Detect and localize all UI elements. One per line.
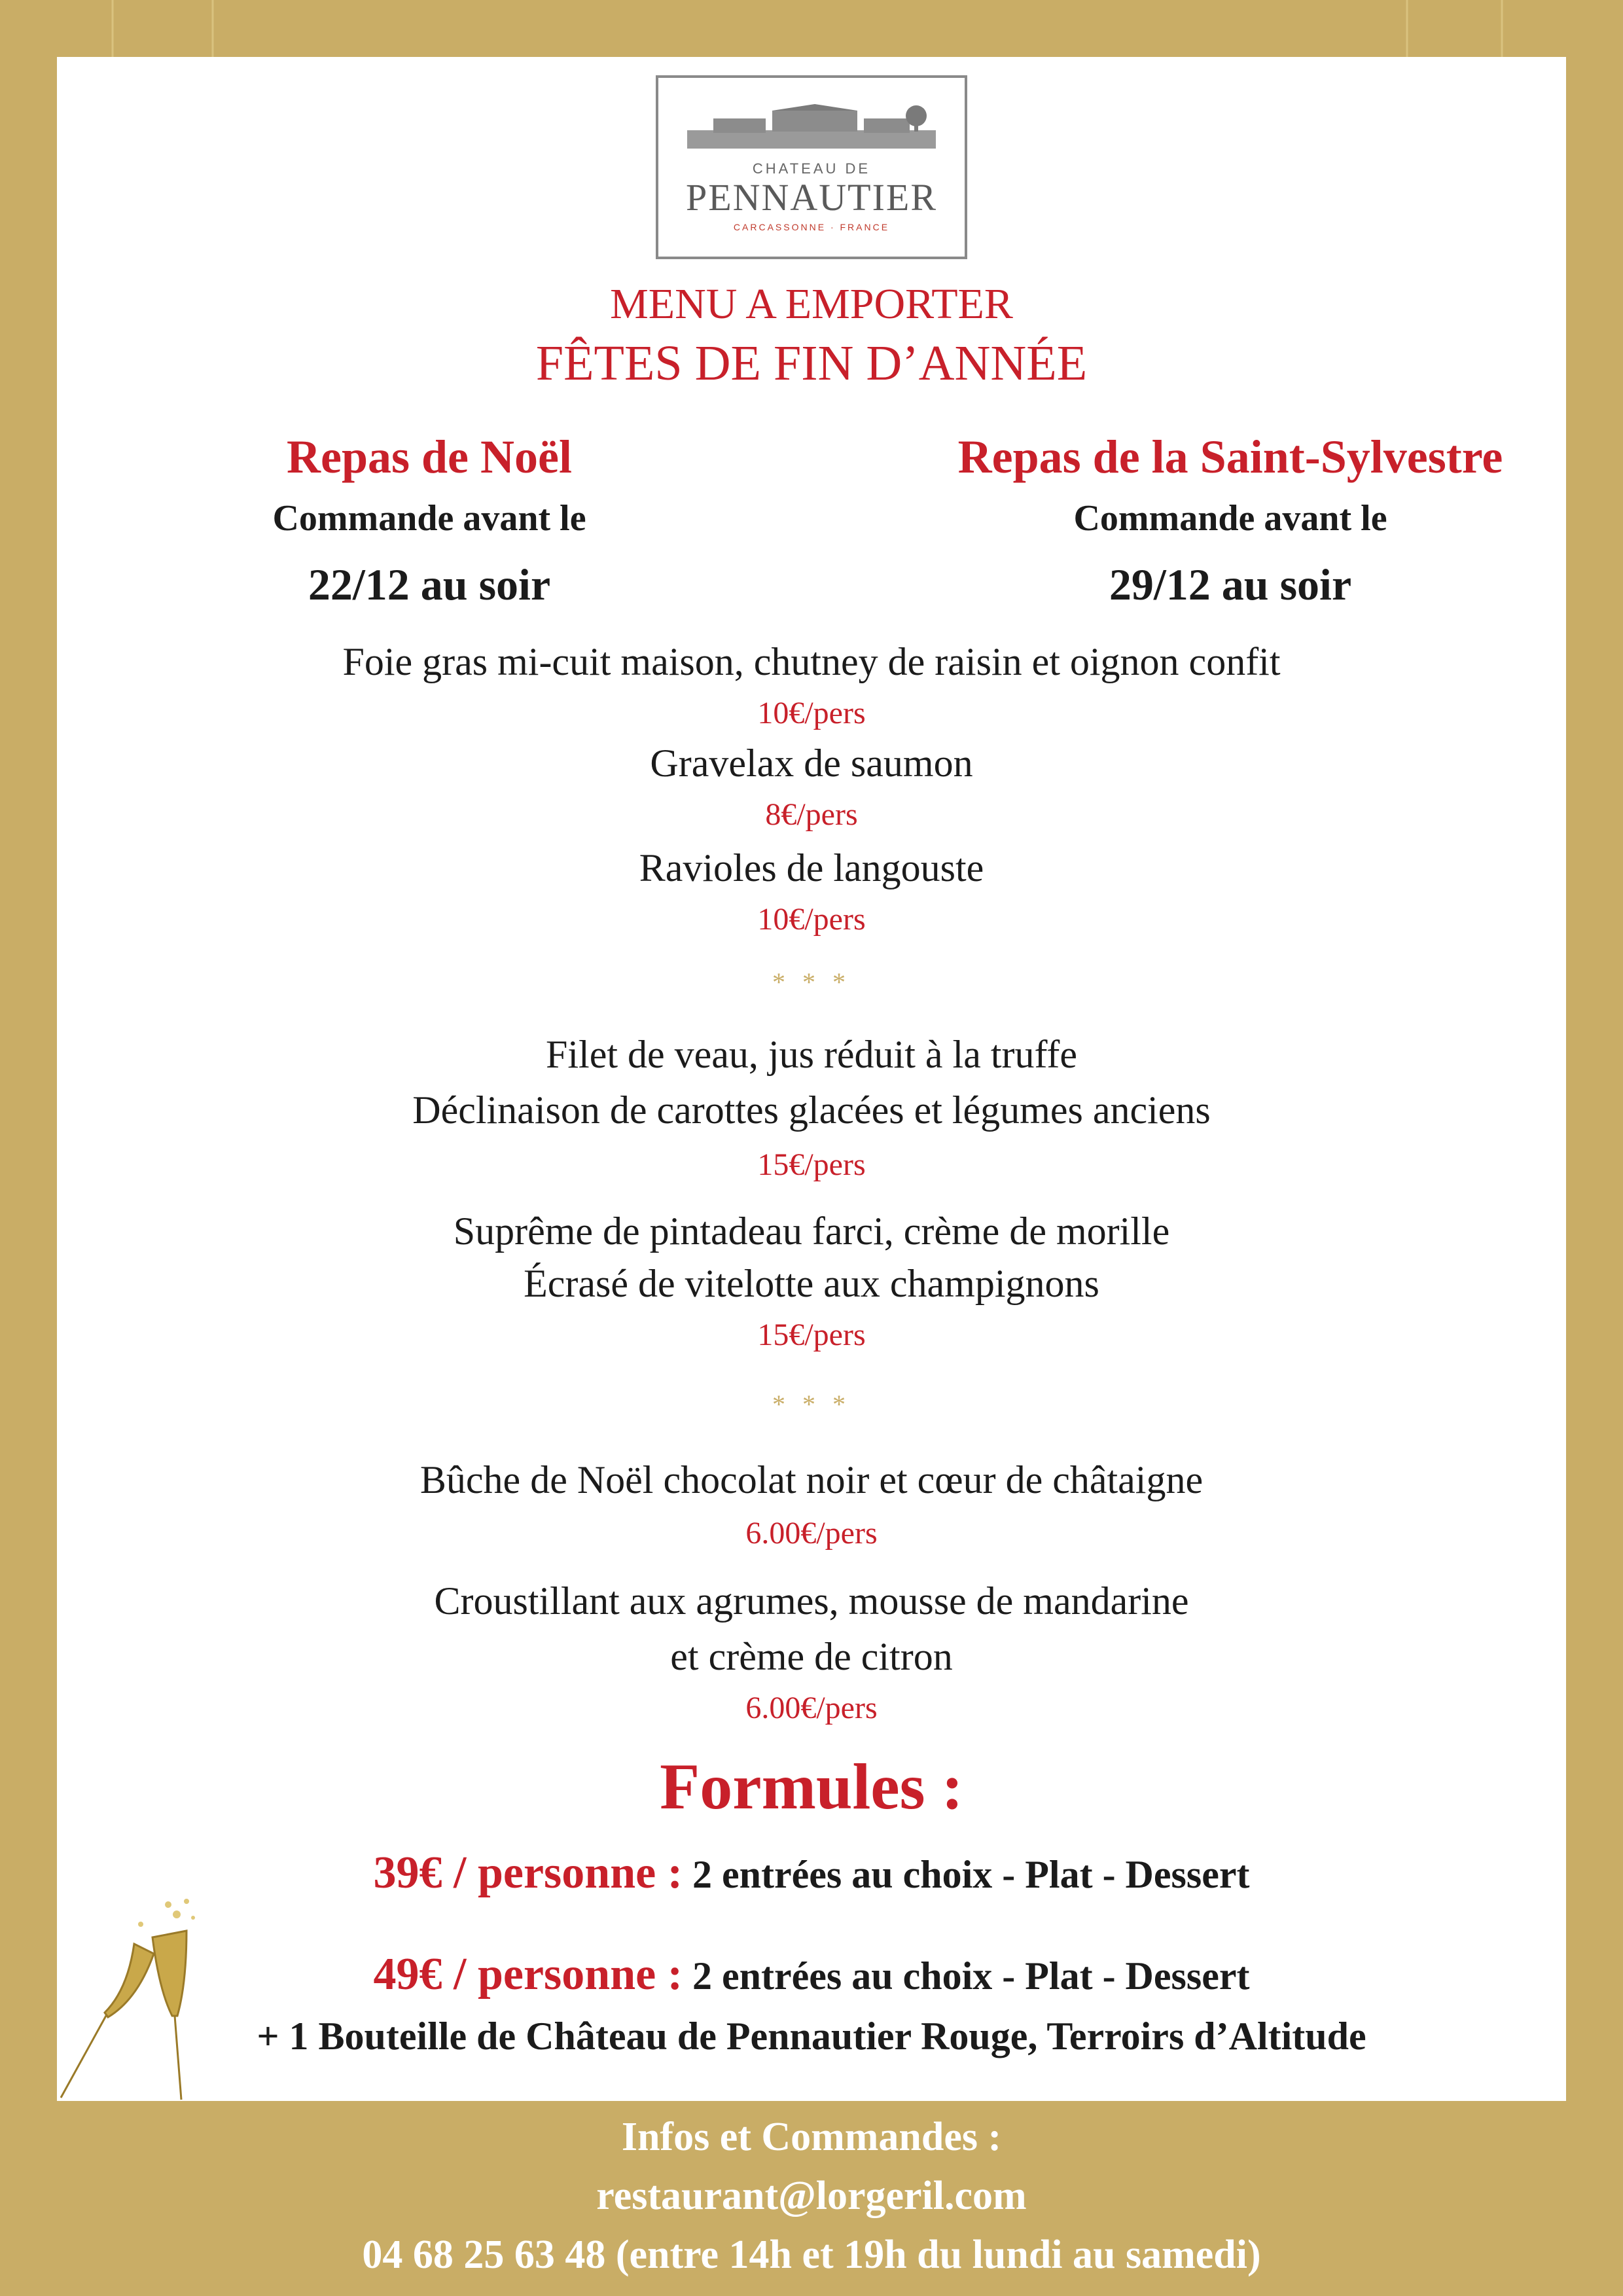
meal-noel-order: Commande avant le	[272, 498, 586, 539]
main-1-price: 15€/pers	[757, 1147, 866, 1182]
title-fetes: FÊTES DE FIN D’ANNÉE	[535, 336, 1088, 391]
starter-2-price: 8€/pers	[765, 797, 858, 832]
starter-2-line1: Gravelax de saumon	[650, 742, 973, 785]
meal-sylvestre-order: Commande avant le	[1073, 498, 1387, 539]
dessert-2-price: 6.00€/pers	[745, 1691, 878, 1725]
formule-49-desc: 2 entrées au choix - Plat - Dessert	[692, 1954, 1250, 1998]
footer-email[interactable]: restaurant@lorgeril.com	[596, 2174, 1027, 2218]
dessert-2-line2: et crème de citron	[670, 1635, 953, 1678]
separator: * * *	[772, 967, 851, 997]
footer-title: Infos et Commandes :	[621, 2115, 1002, 2159]
starter-1-line1: Foie gras mi-cuit maison, chutney de raisin et oignon confit	[342, 640, 1281, 683]
separator: * * *	[772, 1390, 851, 1419]
meal-noel	[86, 430, 773, 611]
dessert-2-line1: Croustillant aux agrumes, mousse de mandarine	[434, 1579, 1189, 1623]
formule-49	[57, 1948, 1566, 2001]
main-2-line1: Suprême de pintadeau farci, crème de morille	[453, 1210, 1170, 1253]
main-2-line2: Écrasé de vitelotte aux champignons	[524, 1262, 1099, 1305]
logo-line2: PENNAUTIER	[685, 176, 938, 219]
footer-phone[interactable]: 04 68 25 63 48 (entre 14h et 19h du lundi au samedi)	[362, 2233, 1261, 2277]
meal-sylvestre-date: 29/12 au soir	[1109, 560, 1352, 609]
starter-3-line1: Ravioles de langouste	[639, 846, 984, 889]
chateau-icon	[687, 104, 936, 150]
logo-line1: CHATEAU DE	[752, 160, 871, 177]
dessert-1-price: 6.00€/pers	[745, 1516, 878, 1551]
main-1-line1: Filet de veau, jus réduit à la truffe	[546, 1033, 1077, 1076]
meal-sylvestre-name: Repas de la Saint-Sylvestre	[957, 431, 1503, 483]
menu-card	[57, 57, 1566, 2101]
meal-noel-name: Repas de Noël	[287, 431, 572, 483]
formule-39-desc: 2 entrées au choix - Plat - Dessert	[692, 1853, 1250, 1896]
formules-title: Formules :	[660, 1750, 963, 1823]
formule-39	[57, 1847, 1566, 1899]
dessert-1-line1: Bûche de Noël chocolat noir et cœur de châtaigne	[419, 1458, 1204, 1501]
formule-39-price: 39€ / personne :	[373, 1848, 683, 1898]
champagne-glasses-icon	[56, 1878, 226, 2101]
logo-line3: CARCASSONNE · FRANCE	[733, 222, 890, 232]
starter-1-price: 10€/pers	[757, 696, 866, 730]
formule-49-price: 49€ / personne :	[373, 1949, 683, 2000]
meal-noel-date: 22/12 au soir	[308, 560, 551, 609]
starter-3-price: 10€/pers	[757, 902, 866, 937]
main-2-price: 15€/pers	[757, 1318, 866, 1352]
title-menu: MENU A EMPORTER	[610, 280, 1013, 328]
formule-49-extra: + 1 Bouteille de Château de Pennautier Rouge, Terroirs d’Altitude	[257, 2015, 1366, 2058]
main-1-line2: Déclinaison de carottes glacées et légumes anciens	[412, 1088, 1211, 1132]
meal-sylvestre	[887, 430, 1574, 611]
logo	[656, 75, 967, 259]
